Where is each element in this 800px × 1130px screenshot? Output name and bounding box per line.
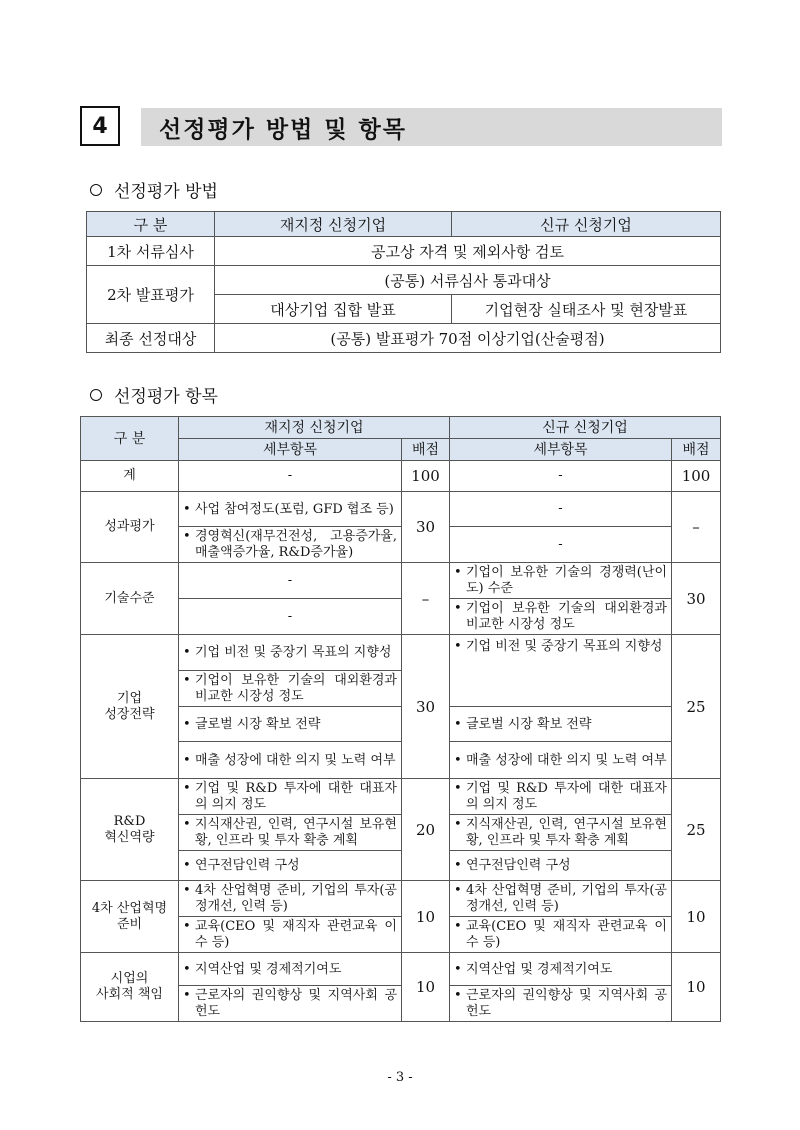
method-header-row <box>87 212 721 237</box>
existing-item: - <box>179 563 402 599</box>
category-rnd: R&D 혁신역량 <box>81 779 179 881</box>
new-item: • 기업 및 R&D 투자에 대한 대표자의 의지 정도 <box>450 779 672 815</box>
new-item: • 지역산업 및 경제적기여도 <box>450 953 672 986</box>
row-value-existing: 대상기업 집합 발표 <box>215 295 452 324</box>
table-row <box>81 563 721 599</box>
items-table <box>80 416 721 1022</box>
header-score-new: 배점 <box>672 439 721 461</box>
new-item: • 연구전담인력 구성 <box>450 851 672 881</box>
row-value: (공통) 발표평가 70점 이상기업(산술평점) <box>215 324 721 353</box>
existing-score: – <box>402 563 450 635</box>
method-table <box>86 211 721 353</box>
header-existing: 재지정 신청기업 <box>215 212 452 237</box>
table-row <box>81 953 721 986</box>
existing-item: - <box>179 599 402 635</box>
existing-score: 10 <box>402 881 450 953</box>
new-item: • 글로벌 시장 확보 전략 <box>450 707 672 742</box>
header-score-existing: 배점 <box>402 439 450 461</box>
existing-score: 30 <box>402 492 450 563</box>
existing-item: • 기업이 보유한 기술의 대외환경과 비교한 시장성 정도 <box>179 671 402 707</box>
circle-bullet-icon <box>90 389 102 401</box>
row-label: 최종 선정대상 <box>87 324 215 353</box>
new-score: 10 <box>672 953 721 1022</box>
category-growth: 기업 성장전략 <box>81 635 179 779</box>
existing-score: 10 <box>402 953 450 1022</box>
header-new: 신규 신청기업 <box>452 212 721 237</box>
table-row <box>87 324 721 353</box>
existing-item: • 교육(CEO 및 재직자 관련교육 이수 등) <box>179 917 402 953</box>
category-industry4: 4차 산업혁명 준비 <box>81 881 179 953</box>
header-category: 구 분 <box>87 212 215 237</box>
row-value-new: 기업현장 실태조사 및 현장발표 <box>452 295 721 324</box>
items-heading-text: 선정평가 항목 <box>114 387 218 407</box>
section-title: 선정평가 방법 및 항목 <box>141 108 722 146</box>
table-row <box>81 492 721 527</box>
new-item: • 교육(CEO 및 재직자 관련교육 이수 등) <box>450 917 672 953</box>
new-item: - <box>450 492 672 527</box>
existing-score: 100 <box>402 461 450 492</box>
existing-item: • 지역산업 및 경제적기여도 <box>179 953 402 986</box>
new-score: 25 <box>672 635 721 779</box>
new-item: • 근로자의 권익향상 및 지역사회 공헌도 <box>450 986 672 1022</box>
circle-bullet-icon <box>90 184 102 196</box>
existing-item: • 연구전담인력 구성 <box>179 851 402 881</box>
existing-item: • 매출 성장에 대한 의지 및 노력 여부 <box>179 742 402 779</box>
row-value: 공고상 자격 및 제외사항 검토 <box>215 237 721 266</box>
category-total: 계 <box>81 461 179 492</box>
new-score: 30 <box>672 563 721 635</box>
new-score: 25 <box>672 779 721 881</box>
new-score: – <box>672 492 721 563</box>
new-item: • 기업이 보유한 기술의 대외환경과 비교한 시장성 정도 <box>450 599 672 635</box>
category-tech: 기술수준 <box>81 563 179 635</box>
table-row <box>87 266 721 295</box>
existing-item: • 4차 산업혁명 준비, 기업의 투자(공정개선, 인력 등) <box>179 881 402 917</box>
new-item: - <box>450 527 672 563</box>
items-heading <box>90 382 218 407</box>
header-detail-new: 세부항목 <box>450 439 672 461</box>
method-heading <box>90 177 218 202</box>
new-item: • 지식재산권, 인력, 연구시설 보유현황, 인프라 및 투자 확충 계획 <box>450 815 672 851</box>
new-item: - <box>450 461 672 492</box>
category-social: 시업의 사회적 책임 <box>81 953 179 1022</box>
items-header-row <box>81 417 721 439</box>
section-header <box>80 106 722 148</box>
existing-item: • 글로벌 시장 확보 전략 <box>179 707 402 742</box>
existing-score: 20 <box>402 779 450 881</box>
new-item: • 기업 비전 및 중장기 목표의 지향성 <box>450 635 672 707</box>
header-existing: 재지정 신청기업 <box>179 417 450 439</box>
existing-item: • 사업 참여정도(포럼, GFD 협조 등) <box>179 492 402 527</box>
header-category: 구 분 <box>81 417 179 461</box>
existing-score: 30 <box>402 635 450 779</box>
row-value: (공통) 서류심사 통과대상 <box>215 266 721 295</box>
method-heading-text: 선정평가 방법 <box>114 182 218 202</box>
row-label: 2차 발표평가 <box>87 266 215 324</box>
table-row <box>87 237 721 266</box>
new-score: 10 <box>672 881 721 953</box>
existing-item: • 경영혁신(재무건전성, 고용증가율, 매출액증가율, R&D증가율) <box>179 527 402 563</box>
existing-item: • 기업 비전 및 중장기 목표의 지향성 <box>179 635 402 671</box>
table-row <box>81 635 721 671</box>
table-row <box>81 779 721 815</box>
new-score: 100 <box>672 461 721 492</box>
new-item: • 매출 성장에 대한 의지 및 노력 여부 <box>450 742 672 779</box>
new-item: • 기업이 보유한 기술의 경쟁력(난이도) 수준 <box>450 563 672 599</box>
table-row <box>81 881 721 917</box>
page-number: - 3 - <box>387 1070 413 1085</box>
row-label: 1차 서류심사 <box>87 237 215 266</box>
new-item: • 4차 산업혁명 준비, 기업의 투자(공정개선, 인력 등) <box>450 881 672 917</box>
existing-item: • 기업 및 R&D 투자에 대한 대표자의 의지 정도 <box>179 779 402 815</box>
table-row <box>81 461 721 492</box>
header-new: 신규 신청기업 <box>450 417 721 439</box>
category-performance: 성과평가 <box>81 492 179 563</box>
existing-item: • 근로자의 권익향상 및 지역사회 공헌도 <box>179 986 402 1022</box>
existing-item: - <box>179 461 402 492</box>
header-detail-existing: 세부항목 <box>179 439 402 461</box>
existing-item: • 지식재산권, 인력, 연구시설 보유현황, 인프라 및 투자 확충 계획 <box>179 815 402 851</box>
section-number: 4 <box>80 106 120 146</box>
